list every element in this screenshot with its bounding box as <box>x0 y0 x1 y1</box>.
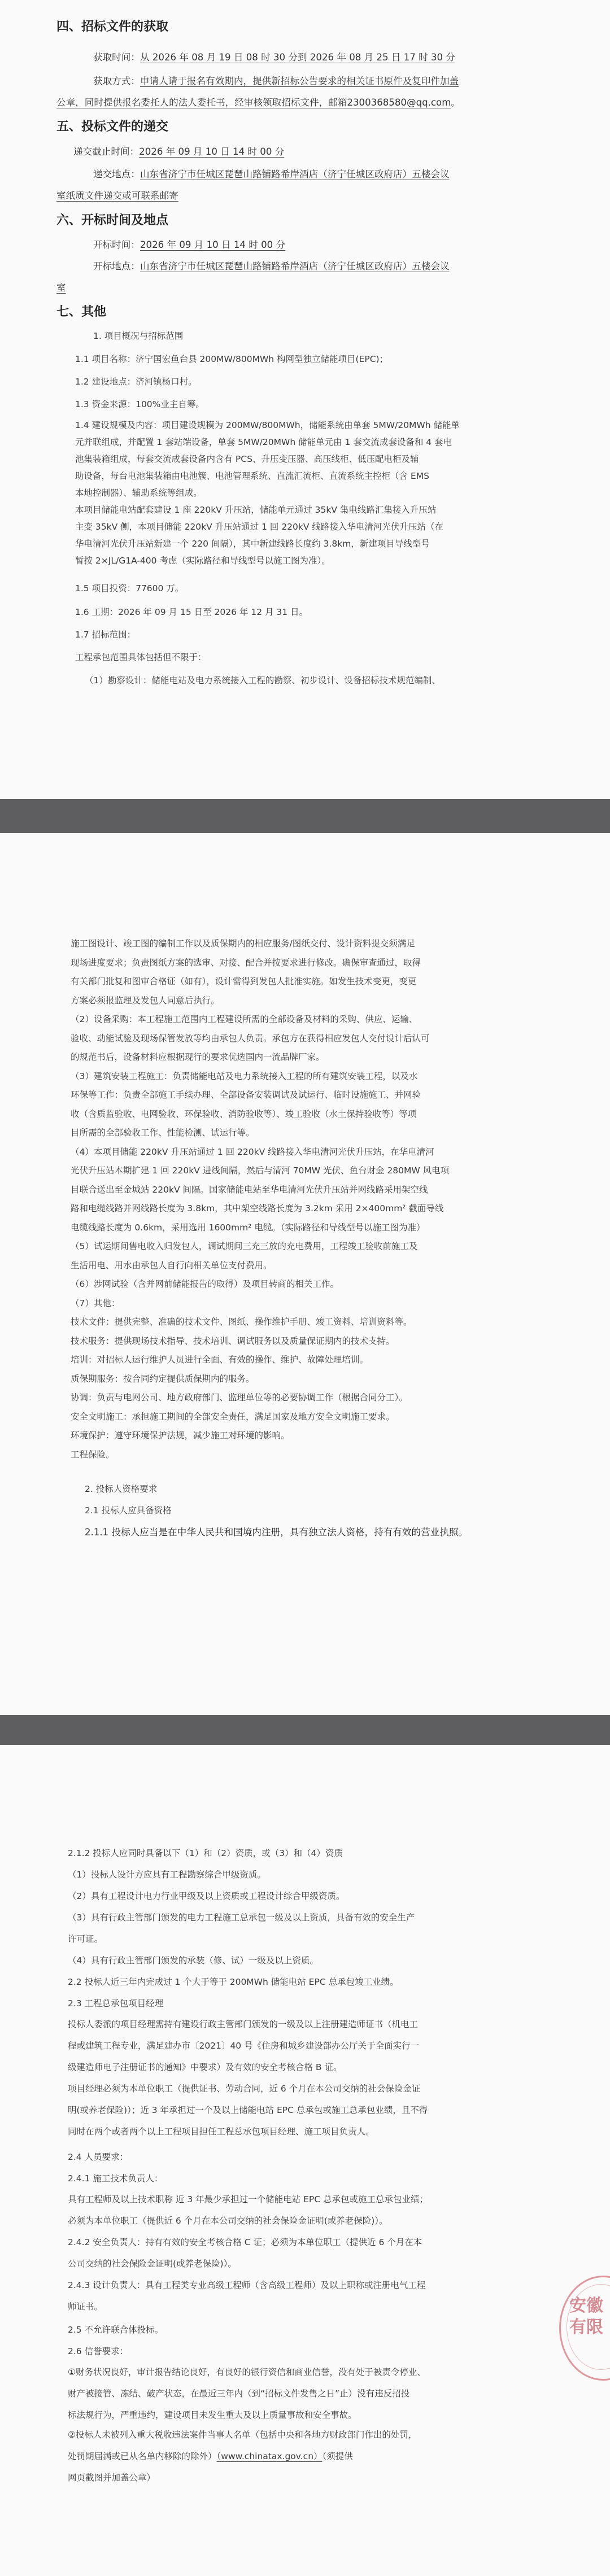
label: 开标地点： <box>93 261 140 272</box>
paragraph: 2.5 不允许联合体投标。 <box>68 2325 164 2335</box>
paragraph: 2.2 投标人近三年内完成过 1 个大于等于 200MWh 储能电站 EPC 总承包竣工业绩。 <box>68 1977 399 1987</box>
deadline-line <box>73 144 284 158</box>
tax-site-link[interactable]: （www.chinatax.gov.cn） <box>216 2451 323 2461</box>
get-method-line <box>93 73 459 87</box>
paragraph: （2）具有工程设计电力行业甲级及以上资质或工程设计综合甲级资质。 <box>68 1891 345 1901</box>
subheading: 1. 项目概况与招标范围 <box>93 331 184 341</box>
paragraph: （4）具有行政主管部门颁发的承装（修、试）一级及以上资质。 <box>68 1955 319 1966</box>
line: 技术文件：提供完整、准确的技术文件、图纸、操作维护手册、竣工资料、培训资料等。 <box>71 1317 412 1327</box>
line: 目联合送出至金城站 220kV 间隔。国家储能电站至华电清河光伏升压站并网线路采用架空线 <box>71 1184 428 1195</box>
line: ①财务状况良好，审计报告结论良好，有良好的银行资信和商业信誉，没有处于被责令停业、 <box>68 2367 426 2377</box>
section-heading: 七、其他 <box>56 305 107 319</box>
paragraph: 2.1.1 投标人应当是在中华人民共和国境内注册，具有独立法人资格，持有有效的营业执照。 <box>85 1527 468 1538</box>
open-place-line-2 <box>56 280 66 294</box>
paragraph: （1）投标人设计方应具有工程勘察综合甲级资质。 <box>68 1870 266 1880</box>
text: 处罚期届满或已从名单内移除的除外） <box>68 2451 217 2461</box>
paragraph: 2.1.2 投标人应同时具备以下（1）和（2）资质，或（3）和（4）资质 <box>68 1848 343 1858</box>
line: 协调：负责与电网公司、地方政府部门、监理单位等的必要协调工作（根据合同分工）。 <box>71 1392 408 1403</box>
paragraph: 1.3 资金来源：100%业主自筹。 <box>75 399 204 409</box>
subheading: 2.6 信誉要求： <box>68 2346 129 2356</box>
line: 安全文明施工：承担施工期间的全部安全责任，满足国家及地方安全文明施工要求。 <box>71 1411 395 1422</box>
submit-place-line <box>93 167 450 180</box>
value: 申请人请于报名有效期内，提供新招标公告要求的相关证书原件及复印件加盖 <box>140 76 459 86</box>
line: （5）试运期间售电收入归发包人，调试期间三充三放的充电费用，工程竣工验收前施工及 <box>71 1241 418 1251</box>
line: 验收、动能试验及现场保管发放等均由承包人负责。承包方在获得相应发包人交付设计后认可 <box>71 1033 430 1044</box>
label: 获取方式： <box>93 76 140 86</box>
line: 方案必须报监理及发包人同意后执行。 <box>71 995 220 1006</box>
label: 递交地点： <box>93 169 140 180</box>
value: 2026 年 09 月 10 日 14 时 00 分 <box>139 146 285 157</box>
line: 级建造师电子注册证书的通知》中要求）及有效的安全考核合格 B 证。 <box>68 2062 342 2072</box>
value: 室 <box>56 282 66 293</box>
value: 山东省济宁市任城区琵琶山路铺路希岸酒店（济宁任城区政府店）五楼会议 <box>140 261 450 272</box>
line: 有关部门批复和图审合格证（如有），设计需得到发包人批准实施。如发生技术变更，变更 <box>71 976 417 986</box>
paragraph: （3）具有行政主管部门颁发的电力工程施工总承包一级及以上资质，具备有效的安全生产 <box>68 1913 415 1923</box>
line: （2）设备采购：本工程施工范围内工程建设所需的全部设备及材料的采购、供应、运输、 <box>71 1014 418 1024</box>
line: 生活用电、用水由承包人自行向相关单位支付费用。 <box>71 1260 272 1270</box>
subheading: 2.4.1 施工技术负责人： <box>68 2173 163 2184</box>
get-time-line <box>93 50 455 63</box>
value: 从 2026 年 08 月 19 日 08 时 30 分到 2026 年 08 月 25 日 17 时 30 分 <box>140 52 455 63</box>
line: 环境保护：遵守环境保护法规，减少施工对环境的影响。 <box>71 1430 290 1440</box>
line: 目所需的全部验收工作、性能检测、试运行等。 <box>71 1128 255 1138</box>
line: 工程保险。 <box>71 1449 115 1460</box>
line: 本地控制器）、辅助系统等组成。 <box>75 488 202 498</box>
document-page-3 <box>0 1745 610 2576</box>
line: 本项目储能电站配套建设 1 座 220kV 升压站，储能单元通过 35kV 集电线路汇集接入升压站 <box>75 505 437 515</box>
open-time-line <box>93 237 285 251</box>
paragraph: ②投标人未被列入重大税收违法案件当事人名单（包括中央和各地方财政部门作出的处罚， <box>68 2430 417 2440</box>
line: 2.4.3 设计负责人：具有工程类专业高级工程师（含高级工程师）及以上职称或注册电气工程 <box>68 2280 426 2290</box>
value: 山东省济宁市任城区琵琶山路铺路希岸酒店（济宁任城区政府店）五楼会议 <box>140 169 450 180</box>
line: 元并联组成，并配置 1 套站端设备，单套 5MW/20MWh 储能单元由 1 套交流成套设备和 4 套电 <box>75 437 452 447</box>
line: 光伏升压站本期扩建 1 回 220kV 进线间隔，然后与清河 70MW 光伏、鱼台财金 280MW 风电项 <box>71 1165 450 1176</box>
pm-paragraph <box>68 2014 576 2142</box>
subheading: 2.4 人员要求： <box>68 2152 129 2162</box>
value: 2026 年 09 月 10 日 14 时 00 分 <box>140 239 286 250</box>
punct: 。 <box>451 97 460 108</box>
open-place-line <box>93 259 450 272</box>
line: 师证书。 <box>68 2302 103 2312</box>
scale-paragraph <box>75 417 583 569</box>
paragraph: 工程承包范围具体包括但不限于： <box>75 652 207 662</box>
line: 暂按 2×JL/G1A-400 考虑（实际路径和导线型号以施工图为准）。 <box>75 556 330 566</box>
document-page-2 <box>0 833 610 1715</box>
document-page-1 <box>0 0 610 799</box>
line: 助设备，每台电池集装箱由电池簇、电池管理系统、直流汇流柜、直流系统主控柜（含 EMS <box>75 471 429 481</box>
submit-place-line-2 <box>56 188 178 202</box>
section-heading: 五、投标文件的递交 <box>56 120 169 134</box>
line: 程或建筑工程专业，满足建办市〔2021〕40 号《住房和城乡建设部办公厅关于全面实行一 <box>68 2041 420 2051</box>
line: 收（含质监验收、电网验收、环保验收、消防验收等）、竣工验收（水土保持验收等）等项 <box>71 1108 417 1119</box>
subheading: 2.1 投标人应具备资格 <box>85 1505 172 1516</box>
subheading: 2.3 工程总承包项目经理 <box>68 1998 164 2009</box>
subheading: 2. 投标人资格要求 <box>85 1484 158 1494</box>
scope-continued <box>71 935 579 1464</box>
line: （3）建筑安装工程施工：负责储能电站及电力系统接入工程的所有建筑安装工程，以及水 <box>71 1071 418 1081</box>
credit-paragraph <box>68 2361 576 2426</box>
company-seal-text: 安徽有限 <box>569 2296 603 2337</box>
label: 获取时间： <box>93 52 140 63</box>
line: 路和电缆线路并网线路长度为 3.8km，其中架空线路长度为 3.2km 采用 2×400mm² 截面导线 <box>71 1203 444 1213</box>
paragraph: 1.1 项目名称：济宁国宏鱼台县 200MW/800MWh 构网型独立储能项目(EPC)； <box>75 354 389 364</box>
line: 现场进度要求；负责图纸方案的选审、对接、配合并按要求进行修改。确保审查通过，取得 <box>71 957 421 968</box>
line: 必须为本单位职工（提供近 6 个月在本公司交纳的社会保险金证明(或养老保险)）。 <box>68 2216 388 2226</box>
email-link[interactable]: 2300368580@qq.com <box>347 97 451 108</box>
line: 环保等工作：负责全部施工手续办理、全部设备安装调试及试运行、临时设施施工、并网验 <box>71 1090 421 1100</box>
section-heading: 四、招标文件的获取 <box>56 20 169 34</box>
paragraph: 1.2 建设地点：济河镇杨口村。 <box>75 377 197 387</box>
tech-lead-paragraph <box>68 2189 576 2232</box>
line: （6）涉网试验（含并网前储能报告的取得）及项目转商的相关工作。 <box>71 1279 339 1289</box>
line: 财产被接管、冻结、破产状态，在最近三年内（到“招标文件发售之日”止）没有违反招投 <box>68 2389 410 2399</box>
line: 同时在两个或者两个以上工程项目担任工程总承包项目经理、施工项目负责人。 <box>68 2127 374 2137</box>
paragraph: 许可证。 <box>68 1934 103 1944</box>
line: 电缆线路长度为 0.6km，采用选用 1600mm² 电缆。（实际路径和导线型号以施工图为准） <box>71 1222 425 1233</box>
line: 明(或养老保险)）；近 3 年承担过一个及以上储能电站 EPC 总承包或施工总承包业绩，且不得 <box>68 2105 428 2115</box>
line: （4）本项目储能 220kV 升压站通过 1 回 220kV 线路接入华电清河光伏升压站，在华电清河 <box>71 1146 434 1157</box>
line: 投标人委派的项目经理需持有建设行政主管部门颁发的一级及以上注册建造师证书（机电工 <box>68 2019 419 2029</box>
paragraph: 1.5 项目投资：77600 万。 <box>75 583 184 593</box>
line: 技术服务：提供现场技术指导、技术培训、调试服务以及质量保证期内的技术支持。 <box>71 1335 395 1346</box>
safety-lead-paragraph <box>68 2232 576 2274</box>
paragraph: （1）勘察设计：储能电站及电力系统接入工程的勘察、初步设计、设备招标技术规范编制、 <box>85 675 441 686</box>
line: 质保期服务：按合同约定提供质保期内的服务。 <box>71 1373 255 1384</box>
text: （须提供 <box>322 2451 353 2461</box>
line: 主变 35kV 侧，本项目储能 220kV 升压站通过 1 回 220kV 线路接入华电清河光伏升压站（在 <box>75 522 443 532</box>
line: 公司交纳的社会保险金证明(或养老保险)）。 <box>68 2259 237 2269</box>
line: 具有工程师及以上技术职称 近 3 年最少承担过一个储能电站 EPC 总承包或施工总承包业绩； <box>68 2194 428 2204</box>
line: （7）其他： <box>71 1298 120 1308</box>
line: 池集装箱组成，每套交流成套设备内含有 PCS、升压变压器、高压线柜、低压配电柜及辅 <box>75 454 419 464</box>
design-lead-paragraph <box>68 2274 576 2317</box>
line: 的规范书后，设备材料应根据现行的要求优选国内一流品牌厂家。 <box>71 1052 325 1062</box>
line: 培训：对招标人运行维护人员进行全面、有效的操作、维护、故障处理培训。 <box>71 1355 369 1365</box>
line: 华电清河光伏升压站新建一个 220 间隔），其中新建线路长度约 3.8km，新建项目导线型号 <box>75 539 430 549</box>
line: 1.4 建设规模及内容：项目建设规模为 200MW/800MWh，储能系统由单套 5MW/20MWh 储能单 <box>75 420 460 430</box>
section-heading: 六、开标时间及地点 <box>56 213 169 228</box>
line: 标法规行为，严重违约，建设项目未发生重大及以上质量事故和安全事故。 <box>68 2410 357 2420</box>
line: 项目经理必须为本单位职工（提供证书、劳动合同，近 6 个月在本公司交纳的社会保险金证 <box>68 2084 421 2094</box>
paragraph: 网页截图并加盖公章） <box>68 2473 156 2483</box>
line: 施工图设计、竣工图的编制工作以及质保期内的相应服务/图纸交付、设计资料提交须满足 <box>71 938 415 949</box>
value: 室纸质文件递交或可联系邮寄 <box>56 190 178 201</box>
get-method-line-2 <box>56 95 460 108</box>
paragraph: 1.7 招标范围： <box>75 630 136 640</box>
paragraph <box>68 2450 353 2462</box>
line: 2.4.2 安全负责人：持有有效的安全考核合格 C 证；必须为本单位职工（提供近 6 个月在本 <box>68 2237 422 2247</box>
label: 递交截止时间： <box>73 146 140 157</box>
label: 开标时间： <box>93 239 140 250</box>
value: 公章，同时提供报名委托人的法人委托书，经审核领取招标文件，邮箱 <box>56 97 347 108</box>
paragraph: 1.6 工期：2026 年 09 月 15 日至 2026 年 12 月 31 日。 <box>75 607 308 617</box>
